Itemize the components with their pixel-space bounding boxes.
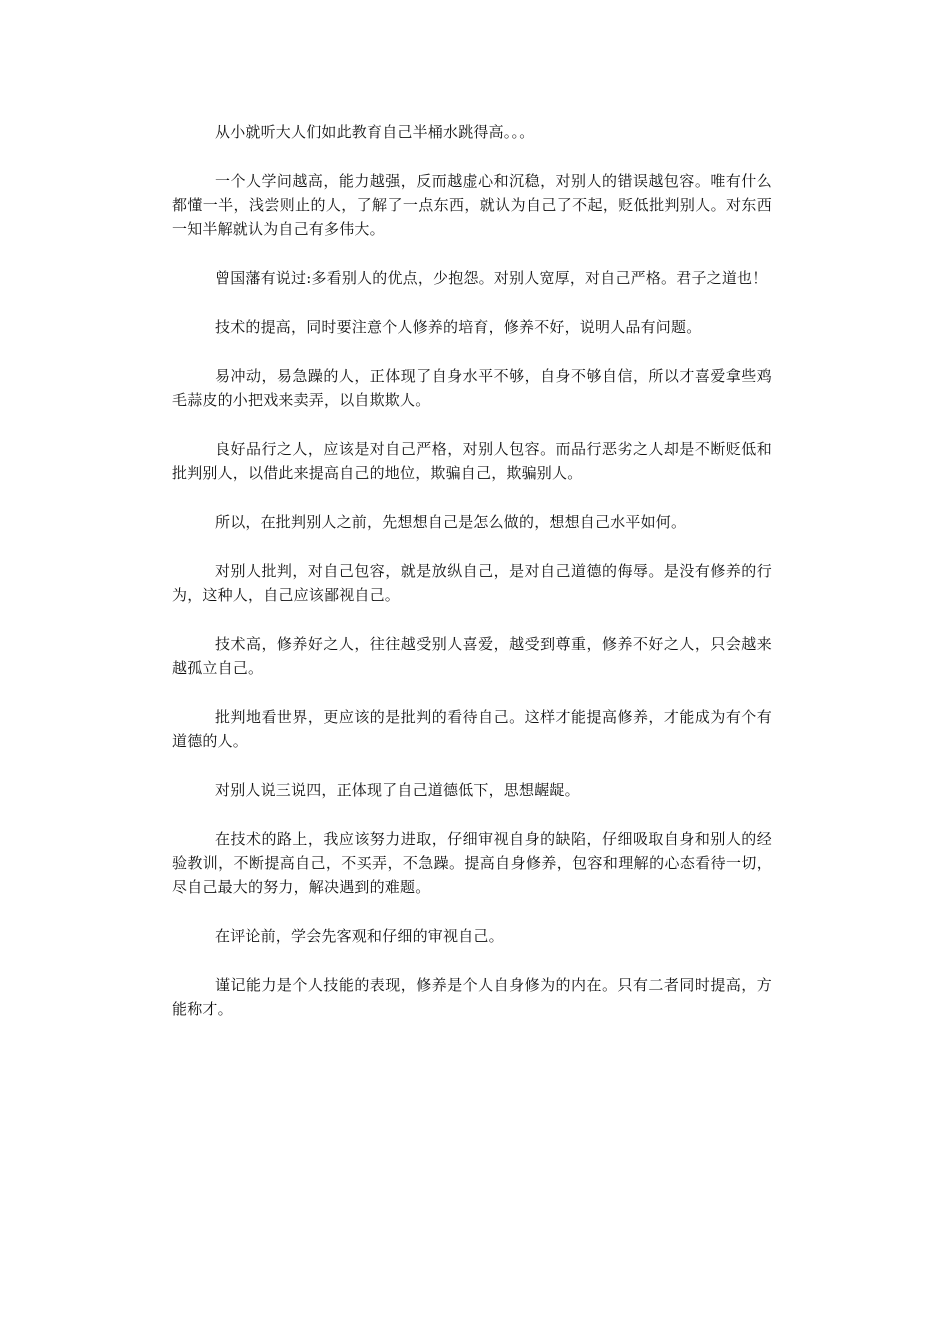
paragraph-2: 一个人学问越高，能力越强，反而越虚心和沉稳，对别人的错误越包容。唯有什么都懂一半，浅尝则止的人，了解了一点东西，就认为自己了不起，贬低批判别人。对东西一知半解就认为自己有多伟大。	[172, 172, 772, 238]
paragraph-9: 技术高，修养好之人，往往越受别人喜爱，越受到尊重，修养不好之人，只会越来越孤立自己。	[172, 635, 772, 677]
paragraph-1: 从小就听大人们如此教育自己半桶水跳得高。。。	[215, 123, 535, 141]
paragraph-8: 对别人批判，对自己包容，就是放纵自己，是对自己道德的侮辱。是没有修养的行为，这种人，自己应该鄙视自己。	[172, 562, 772, 604]
paragraph-12: 在技术的路上，我应该努力进取，仔细审视自身的缺陷，仔细吸取自身和别人的经验教训，不断提高自己，不买弄，不急躁。提高自身修养，包容和理解的心态看待一切，尽自己最大的努力，解决遇到的难题。	[172, 830, 772, 896]
paragraph-7: 所以，在批判别人之前，先想想自己是怎么做的，想想自己水平如何。	[215, 513, 687, 531]
document-body	[172, 120, 772, 1046]
paragraph-13: 在评论前，学会先客观和仔细的审视自己。	[215, 927, 504, 945]
paragraph-6: 良好品行之人，应该是对自己严格，对别人包容。而品行恶劣之人却是不断贬低和批判别人，以借此来提高自己的地位，欺骗自己，欺骗别人。	[172, 440, 772, 482]
paragraph-3: 曾国藩有说过:多看别人的优点，少抱怨。对别人宽厚，对自己严格。君子之道也！	[215, 269, 768, 287]
paragraph-10: 批判地看世界，更应该的是批判的看待自己。这样才能提高修养，才能成为有个有道德的人。	[172, 708, 772, 750]
paragraph-11: 对别人说三说四，正体现了自己道德低下，思想龌龊。	[215, 781, 580, 799]
paragraph-4: 技术的提高，同时要注意个人修养的培育，修养不好，说明人品有问题。	[215, 318, 702, 336]
paragraph-5: 易冲动，易急躁的人，正体现了自身水平不够，自身不够自信，所以才喜爱拿些鸡毛蒜皮的小把戏来卖弄，以自欺欺人。	[172, 367, 772, 409]
paragraph-14: 谨记能力是个人技能的表现，修养是个人自身修为的内在。只有二者同时提高，方能称才。	[172, 976, 772, 1018]
